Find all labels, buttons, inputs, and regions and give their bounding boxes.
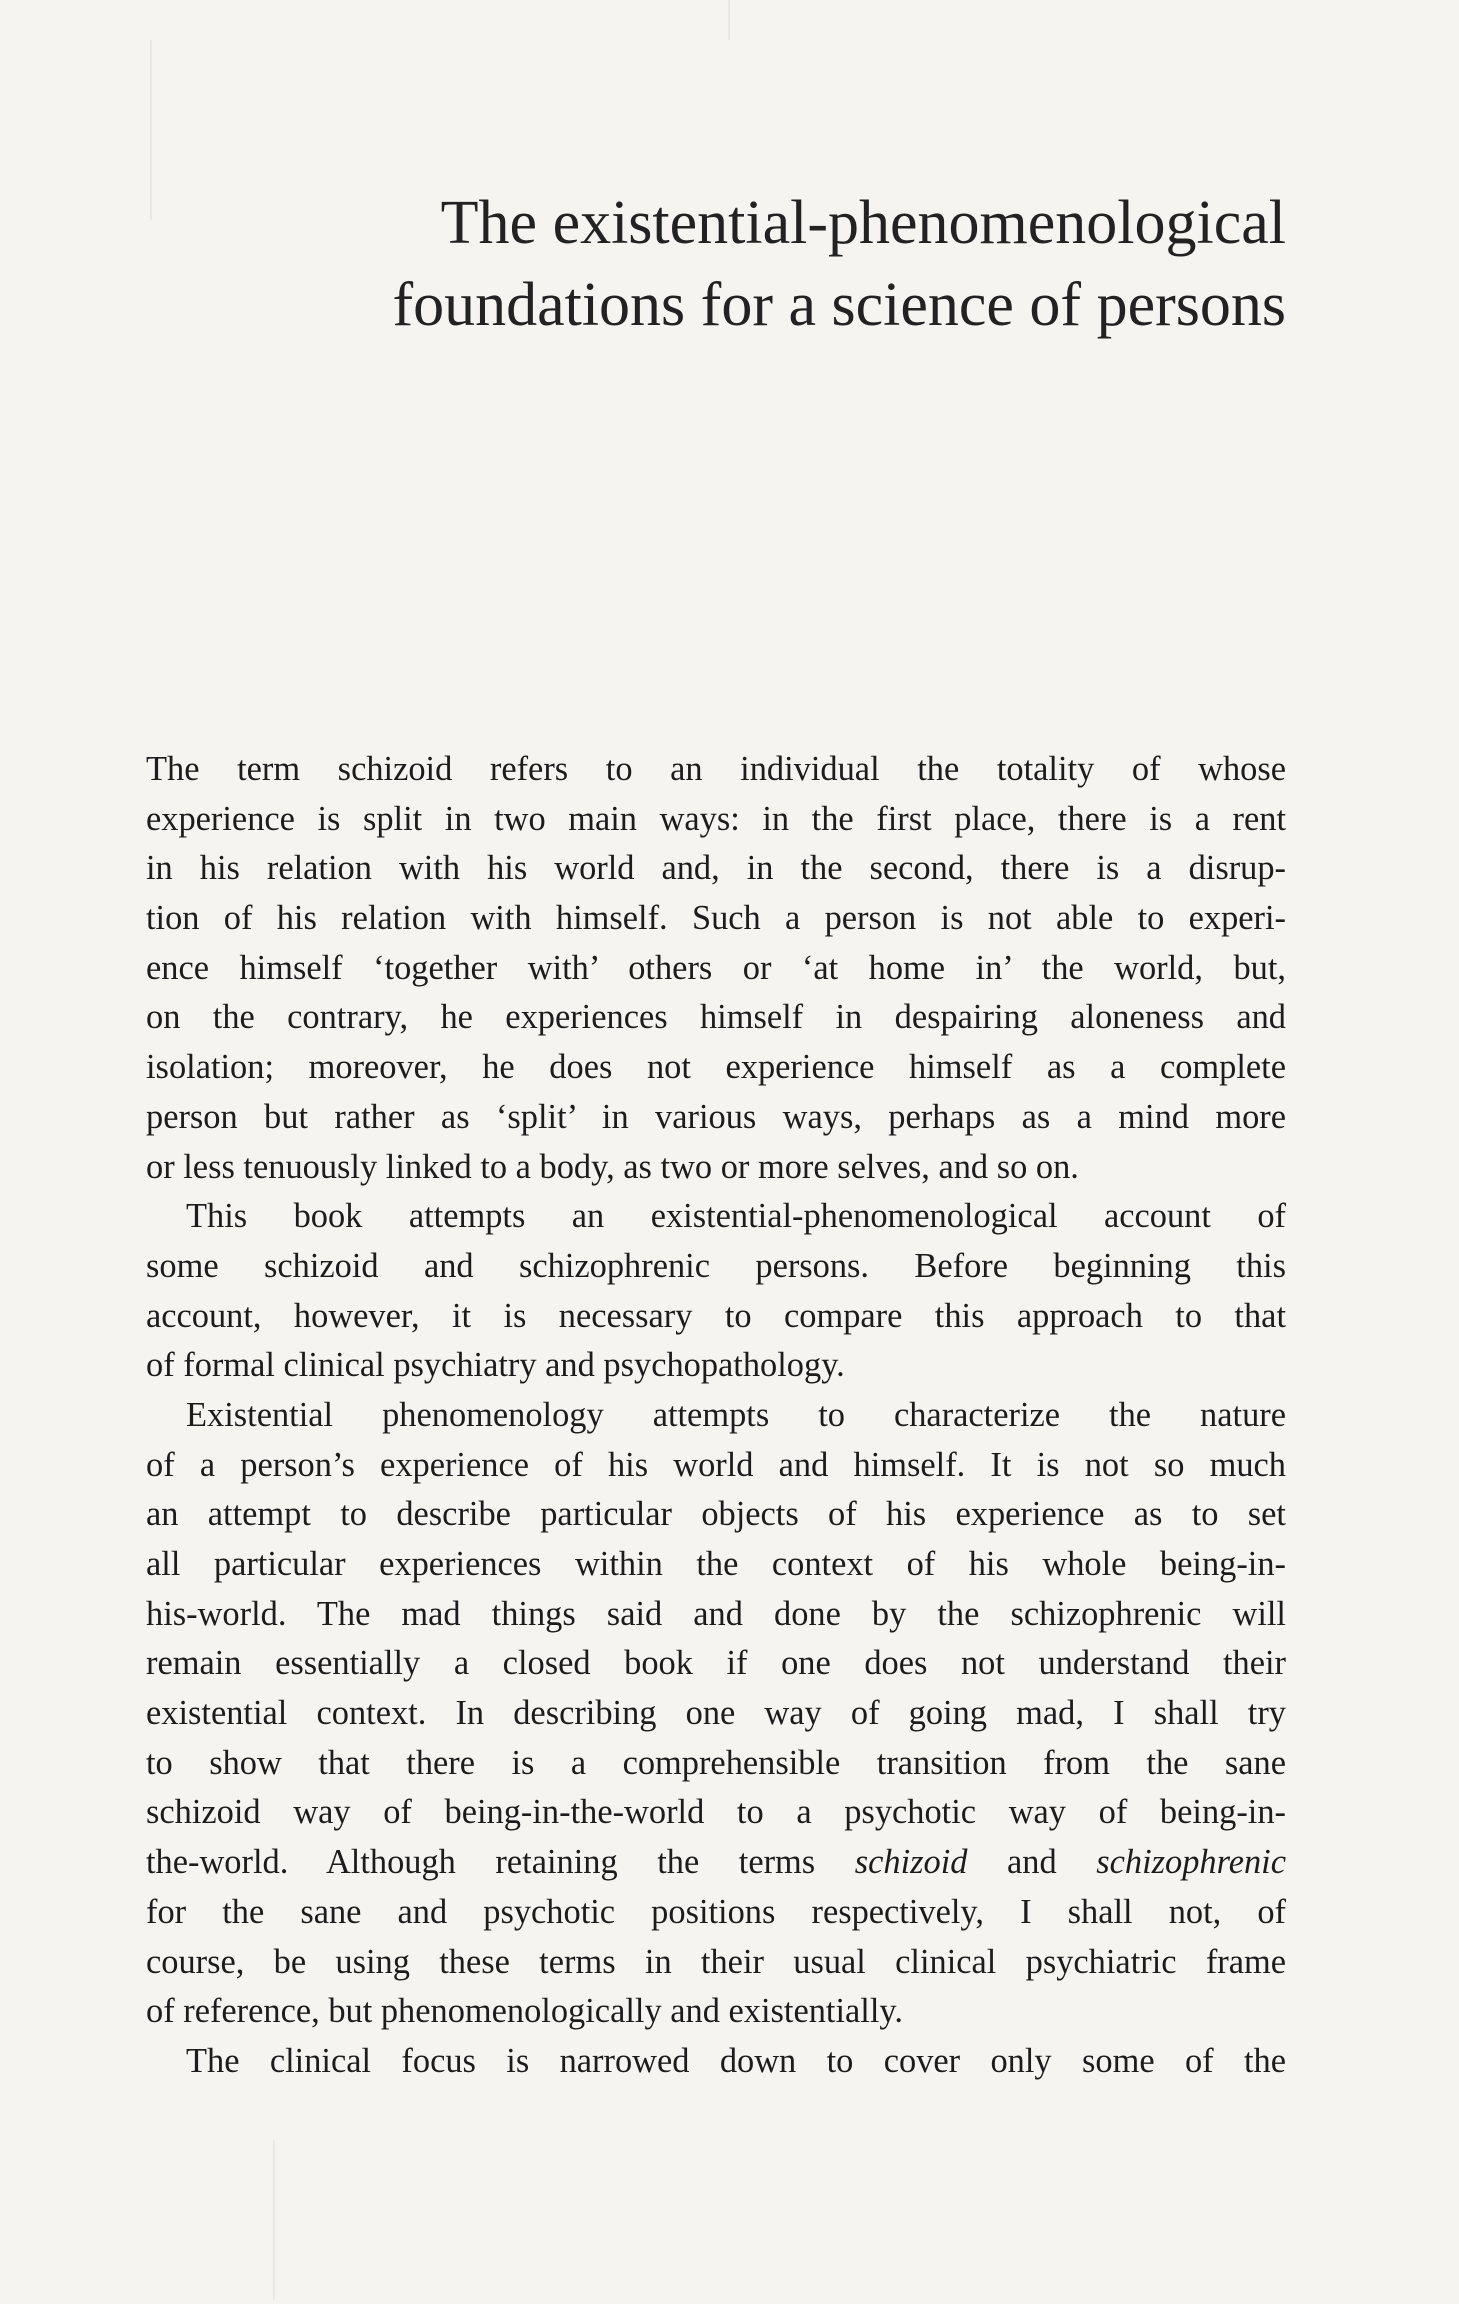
- text-line: in his relation with his world and, in the second, there is a disrup-: [146, 849, 1286, 888]
- scan-artifact: [728, 0, 730, 40]
- text-line: or less tenuously linked to a body, as two or more selves, and so on.: [146, 1147, 1079, 1186]
- text-line: for the sane and psychotic positions respectively, I shall not, of: [146, 1892, 1286, 1931]
- text-line-italic-terms: [146, 1838, 1286, 1888]
- chapter-title: [286, 182, 1286, 346]
- text-line: to show that there is a comprehensible transition from the sane: [146, 1743, 1286, 1782]
- text-line: This book attempts an existential-phenomenological account of: [186, 1197, 1286, 1236]
- text-segment: the-world. Although retaining the terms: [146, 1843, 855, 1882]
- text-line: isolation; moreover, he does not experience himself as a complete: [146, 1048, 1286, 1087]
- text-line: course, be using these terms in their usual clinical psychiatric frame: [146, 1942, 1286, 1981]
- text-line: schizoid way of being-in-the-world to a psychotic way of being-in-: [146, 1793, 1286, 1832]
- text-line: all particular experiences within the context of his whole being-in-: [146, 1545, 1286, 1583]
- text-line: The term schizoid refers to an individual the totality of whose: [146, 750, 1286, 788]
- text-line: on the contrary, he experiences himself in despairing aloneness and: [146, 998, 1286, 1037]
- text-line: remain essentially a closed book if one does not understand their: [146, 1644, 1286, 1683]
- scan-artifact: [273, 2140, 275, 2300]
- text-line: of formal clinical psychiatry and psychopathology.: [146, 1346, 845, 1385]
- chapter-title-line-1: The existential-phenomenological: [440, 189, 1286, 257]
- text-line: existential context. In describing one way of going mad, I shall try: [146, 1694, 1286, 1733]
- text-line: account, however, it is necessary to compare this approach to that: [146, 1296, 1286, 1335]
- scan-artifact: [150, 40, 152, 220]
- text-line: The clinical focus is narrowed down to cover only some of the: [186, 2041, 1286, 2080]
- text-line: tion of his relation with himself. Such a person is not able to experi-: [146, 899, 1286, 938]
- term-schizophrenic: schizophrenic: [1096, 1843, 1286, 1882]
- text-line: Existential phenomenology attempts to characterize the nature: [186, 1395, 1286, 1434]
- text-line: of reference, but phenomenologically and existentially.: [146, 1992, 903, 2031]
- term-schizoid: schizoid: [854, 1843, 968, 1882]
- text-line: some schizoid and schizophrenic persons. Before beginning this: [146, 1246, 1286, 1285]
- text-line: person but rather as ‘split’ in various ways, perhaps as a mind more: [146, 1097, 1286, 1136]
- text-segment: and: [967, 1843, 1097, 1882]
- chapter-title-line-2: foundations for a science of persons: [392, 271, 1286, 339]
- text-line: of a person’s experience of his world and himself. It is not so much: [146, 1445, 1286, 1484]
- text-line: experience is split in two main ways: in the first place, there is a rent: [146, 799, 1286, 838]
- body-text: [146, 745, 1286, 2087]
- text-line: an attempt to describe particular objects of his experience as to set: [146, 1495, 1286, 1534]
- text-line: his-world. The mad things said and done by the schizophrenic will: [146, 1594, 1286, 1633]
- text-line: ence himself ‘together with’ others or ‘at home in’ the world, but,: [146, 948, 1286, 987]
